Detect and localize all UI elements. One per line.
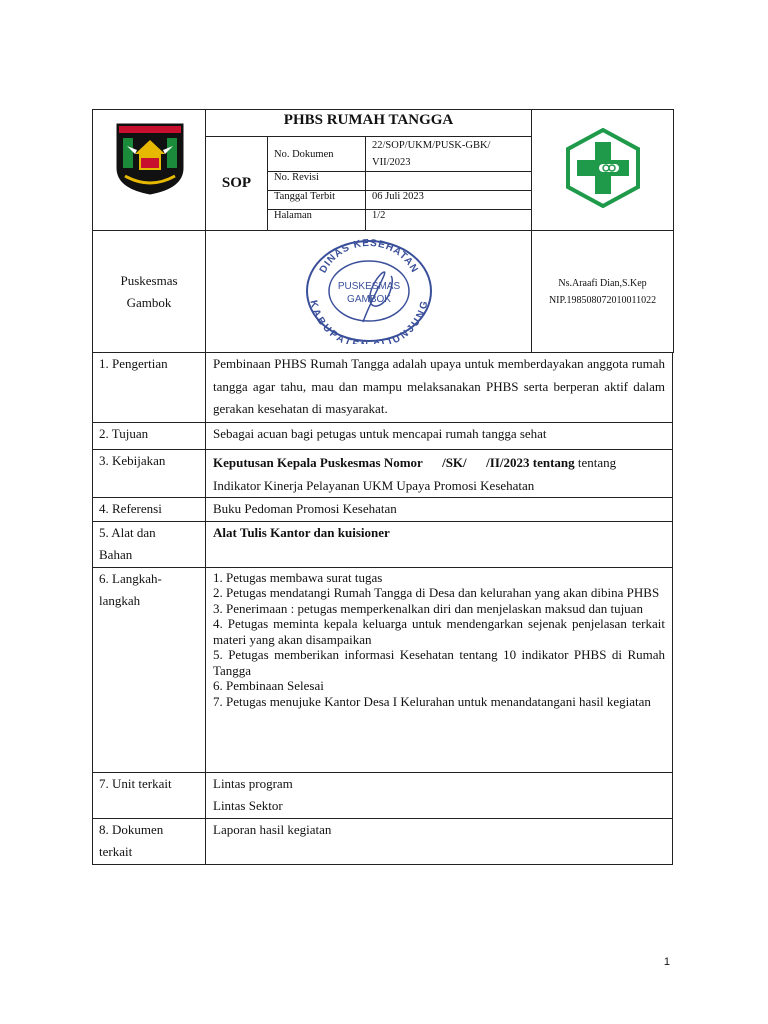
regency-logo-cell (93, 110, 206, 231)
langkah-label-line-2: langkah (99, 593, 141, 608)
field-label-halaman: Halaman (268, 210, 366, 231)
svg-text:DINAS KESEHATAN (317, 238, 419, 275)
section-text-alat-bahan: Alat Tulis Kantor dan kuisioner (206, 521, 673, 567)
document-title: PHBS RUMAH TANGGA (206, 110, 532, 137)
field-value-tanggal-terbit: 06 Juli 2023 (366, 191, 532, 210)
step-item: 5. Petugas memberikan informasi Kesehatan tentang 10 indikator PHBS di Rumah Tangga (213, 647, 665, 678)
section-text-dokumen-terkait: Laporan hasil kegiatan (206, 818, 673, 864)
section-label-dokumen-terkait (93, 818, 206, 864)
unit-line-1: Lintas program (213, 775, 293, 791)
page-number: 1 (663, 956, 670, 968)
alat-label-line-1: 5. Alat dan (99, 524, 156, 540)
kebijakan-rest-text: tentang Indikator Kinerja Pelayanan UKM Upaya Promosi Kesehatan (213, 455, 617, 493)
stamp-inner-text-2: GAMBOK (346, 294, 391, 305)
alat-label-line-2: Bahan (99, 547, 133, 562)
langkah-label-line-1: 6. Langkah- (99, 570, 162, 586)
field-label-tanggal-terbit: Tanggal Terbit (268, 191, 366, 210)
signer-block (532, 231, 674, 353)
step-item: 3. Penerimaan : petugas memperkenalkan diri dan menjelaskan maksud dan tujuan (213, 600, 643, 616)
signer-name: Ns.Araafi Dian,S.Kep (558, 277, 647, 289)
section-text-tujuan: Sebagai acuan bagi petugas untuk mencapai rumah tangga sehat (206, 423, 673, 450)
organization-line-1: Puskesmas (120, 272, 178, 288)
organization-line-2: Gambok (126, 294, 172, 310)
section-steps-list (206, 567, 673, 772)
section-label-pengertian: 1. Pengertian (93, 353, 206, 423)
step-item: 4. Petugas meminta kepala keluarga untuk mendengarkan sejenak penjelasan terkait materi yang akan disampaikan (213, 616, 665, 647)
section-text-unit-terkait (206, 772, 673, 818)
puskesmas-cross-logo-icon (565, 128, 641, 208)
stamp-inner-text-1: PUSKESMAS (337, 281, 400, 292)
stamp-top-text: DINAS KESEHATAN (317, 237, 420, 276)
official-stamp-icon (303, 234, 435, 344)
section-label-referensi: 4. Referensi (93, 498, 206, 522)
official-stamp-cell (206, 231, 532, 353)
section-label-tujuan: 2. Tujuan (93, 423, 206, 450)
field-label-no-dokumen: No. Dokumen (268, 137, 366, 172)
sop-header-table (92, 109, 674, 353)
section-label-kebijakan: 3. Kebijakan (93, 450, 206, 498)
step-item: 2. Petugas mendatangi Rumah Tangga di Desa dan kelurahan yang akan dibina PHBS (213, 585, 660, 600)
section-text-referensi: Buku Pedoman Promosi Kesehatan (206, 498, 673, 522)
step-item: 1. Petugas membawa surat tugas (213, 569, 383, 585)
field-value-no-dokumen: 22/SOP/UKM/PUSK-GBK/ VII/2023 (366, 137, 532, 172)
organization-name (93, 231, 206, 353)
sop-body-table (92, 352, 673, 865)
step-item: 6. Pembinaan Selesai (213, 678, 324, 693)
field-label-no-revisi: No. Revisi (268, 172, 366, 191)
kebijakan-decree-text: Keputusan Kepala Puskesmas Nomor /SK/ /II/2023 tentang (213, 455, 575, 470)
sop-label: SOP (206, 137, 268, 231)
signer-nip: NIP.198508072010011022 (548, 294, 657, 306)
section-text-kebijakan (206, 450, 673, 498)
section-label-unit-terkait: 7. Unit terkait (93, 772, 206, 818)
section-label-langkah (93, 567, 206, 772)
regency-emblem-icon (113, 118, 187, 196)
field-value-halaman: 1/2 (366, 210, 532, 231)
puskesmas-logo-cell (532, 110, 674, 231)
step-item: 7. Petugas menujuke Kantor Desa I Kelurahan untuk menandatangani hasil kegiatan (213, 693, 651, 709)
unit-line-2: Lintas Sektor (213, 798, 283, 813)
section-text-pengertian: Pembinaan PHBS Rumah Tangga adalah upaya untuk memberdayakan anggota rumah tangga agar tahu, mau dan mampu melaksanakan PHBS serta berperan aktif dalam gerakan kesehatan di masyarakat. (206, 353, 673, 423)
dokumen-label-line-1: 8. Dokumen (99, 821, 164, 837)
dokumen-label-line-2: terkait (99, 844, 133, 859)
section-label-alat-bahan (93, 521, 206, 567)
field-value-no-revisi (366, 172, 532, 191)
stamp-bottom-text: KABUPAT JUNJUNG (306, 299, 431, 344)
